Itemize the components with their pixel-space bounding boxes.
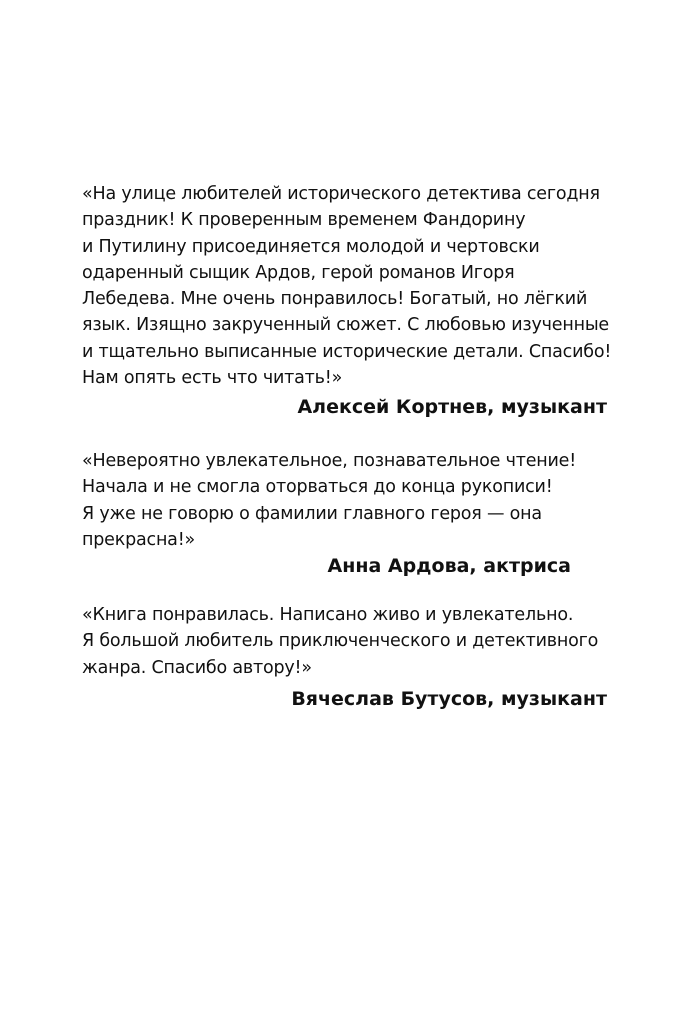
- quote-line: «На улице любителей исторического детектива сегодня: [82, 184, 600, 204]
- quote-line: Я большой любитель приключенческого и детективного: [82, 631, 599, 652]
- testimonial-author-2: Анна Ардова, актриса: [327, 555, 571, 577]
- quote-line: язык. Изящно закрученный сюжет. С любовью изученные: [82, 315, 610, 336]
- quote-line: жанра. Спасибо автору!»: [82, 657, 312, 678]
- quote-line: Нам опять есть что читать!»: [82, 368, 343, 389]
- quote-line: «Книга понравилась. Написано живо и увлекательно.: [82, 605, 574, 625]
- quote-line: Я уже не говорю о фамилии главного героя — она: [82, 503, 542, 524]
- testimonial-quote-1: [82, 181, 612, 391]
- testimonial-quote-2: [82, 448, 612, 553]
- testimonial-quote-3: [82, 602, 612, 681]
- quote-line: «Невероятно увлекательное, познавательное чтение!: [82, 451, 577, 471]
- quote-line: Начала и не смогла оторваться до конца рукописи!: [82, 477, 553, 498]
- quote-line: и Путилину присоединяется молодой и чертовски: [82, 236, 540, 257]
- quote-line: праздник! К проверенным временем Фандорину: [82, 210, 526, 231]
- quote-line: Лебедева. Мне очень понравилось! Богатый, но лёгкий: [82, 289, 588, 310]
- testimonial-author-1: Алексей Кортнев, музыкант: [297, 396, 607, 418]
- quote-line: и тщательно выписанные исторические детали. Спасибо!: [82, 341, 612, 362]
- quote-line: прекрасна!»: [82, 529, 196, 550]
- testimonial-author-3: Вячеслав Бутусов, музыкант: [291, 688, 607, 710]
- quote-line: одаренный сыщик Ардов, герой романов Игоря: [82, 262, 515, 283]
